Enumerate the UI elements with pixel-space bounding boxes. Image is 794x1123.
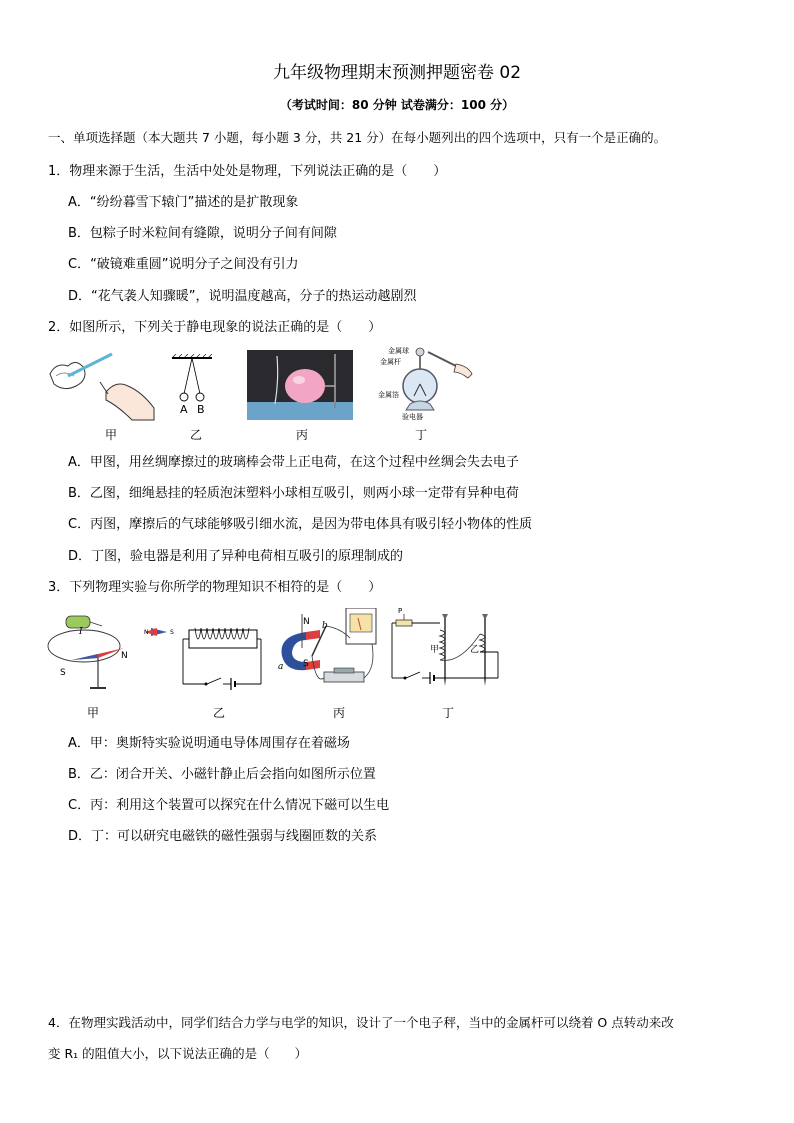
figure-2-jia-caption: 甲 [104,428,117,442]
figure-2-bing [247,350,353,420]
page-title: 九年级物理期末预测押题密卷 02 [272,63,522,83]
exam-info: （考试时间：80 分钟 试卷满分：100 分） [279,98,515,112]
question-3-option-b: B．乙：闭合开关、小磁针静止后会指向如图所示位置 [68,767,376,782]
small-needle-s-label: S [170,629,174,636]
question-1-option-b: B．包粽子时米粒间有缝隙，说明分子间有间隙 [68,226,337,241]
figure-3-jia [44,610,134,690]
figure-2-yi-caption: 乙 [189,428,202,442]
needle-n-label: N [121,651,128,661]
label-metal-rod: 金属杆 [380,358,401,366]
slider-p-label: P [398,607,403,615]
figure-3-ding-caption: 丁 [441,706,454,720]
question-2-option-a: A．甲图，用丝绸摩擦过的玻璃棒会带上正电荷，在这个过程中丝绸会失去电子 [68,455,519,470]
figure-3-jia-caption: 甲 [86,706,99,720]
figure-2-bing-caption: 丙 [295,428,308,442]
question-3-option-a: A．甲：奥斯特实验说明通电导体周围存在着磁场 [68,736,350,751]
electromagnet-yi-label: 乙 [470,645,480,655]
question-1-option-c: C．“破镜难重圆”说明分子之间没有引力 [68,257,299,272]
figure-2-jia [46,352,158,422]
figure-2-yi [168,354,216,418]
question-3-option-d: D．丁：可以研究电磁铁的磁性强弱与线圈匝数的关系 [68,829,378,844]
ball-b-label: B [197,403,205,416]
question-2-option-b: B．乙图，细绳悬挂的轻质泡沫塑料小球相互吸引，则两小球一定带有异种电荷 [68,486,519,501]
figure-3-bing-caption: 丙 [332,706,345,720]
question-4-stem-line-2: 变 R₁ 的阻值大小，以下说法正确的是（ ） [48,1046,308,1061]
question-1-option-a: A．“纷纷暮雪下辕门”描述的是扩散现象 [68,195,299,210]
question-4-stem-line-1: 4．在物理实践活动中，同学们结合力学与电学的知识，设计了一个电子秤，当中的金属杆可以绕着 O 点转动来改 [48,1015,674,1030]
magnet-n-label: N [303,617,310,627]
question-1-option-d: D．“花气袭人知骤暖”，说明温度越高，分子的热运动越剧烈 [68,289,417,304]
question-3-option-c: C．丙：利用这个装置可以探究在什么情况下磁可以生电 [68,798,390,813]
question-3-stem: 3．下列物理实验与你所学的物理知识不相符的是（ ） [48,580,382,595]
point-b-label: b [322,621,328,631]
figure-3-yi [143,622,263,692]
figure-2-ding-caption: 丁 [414,428,427,442]
needle-s-label: S [60,668,66,678]
small-needle-n-label: N [144,629,149,636]
current-label: I [79,627,83,637]
question-1-stem: 1．物理来源于生活，生活中处处是物理，下列说法正确的是（ ） [48,164,447,179]
figure-3-yi-caption: 乙 [212,706,225,720]
question-2-stem: 2．如图所示，下列关于静电现象的说法正确的是（ ） [48,320,382,335]
point-a-label: a [278,662,284,672]
label-metal-foil: 金属箔 [378,391,399,399]
label-metal-ball: 金属球 [388,347,409,355]
ball-a-label: A [180,403,188,416]
question-2-option-c: C．丙图，摩擦后的气球能够吸引细水流，是因为带电体具有吸引轻小物体的性质 [68,517,533,532]
electromagnet-jia-label: 甲 [430,645,440,655]
figure-3-ding [390,606,502,692]
section-heading: 一、单项选择题（本大题共 7 小题，每小题 3 分，共 21 分）在每小题列出的四个选项中，只有一个是正确的。 [48,130,667,145]
label-electroscope: 验电器 [402,413,423,421]
question-2-option-d: D．丁图，验电器是利用了异种电荷相互吸引的原理制成的 [68,549,404,564]
magnet-s-label: S [303,659,309,669]
